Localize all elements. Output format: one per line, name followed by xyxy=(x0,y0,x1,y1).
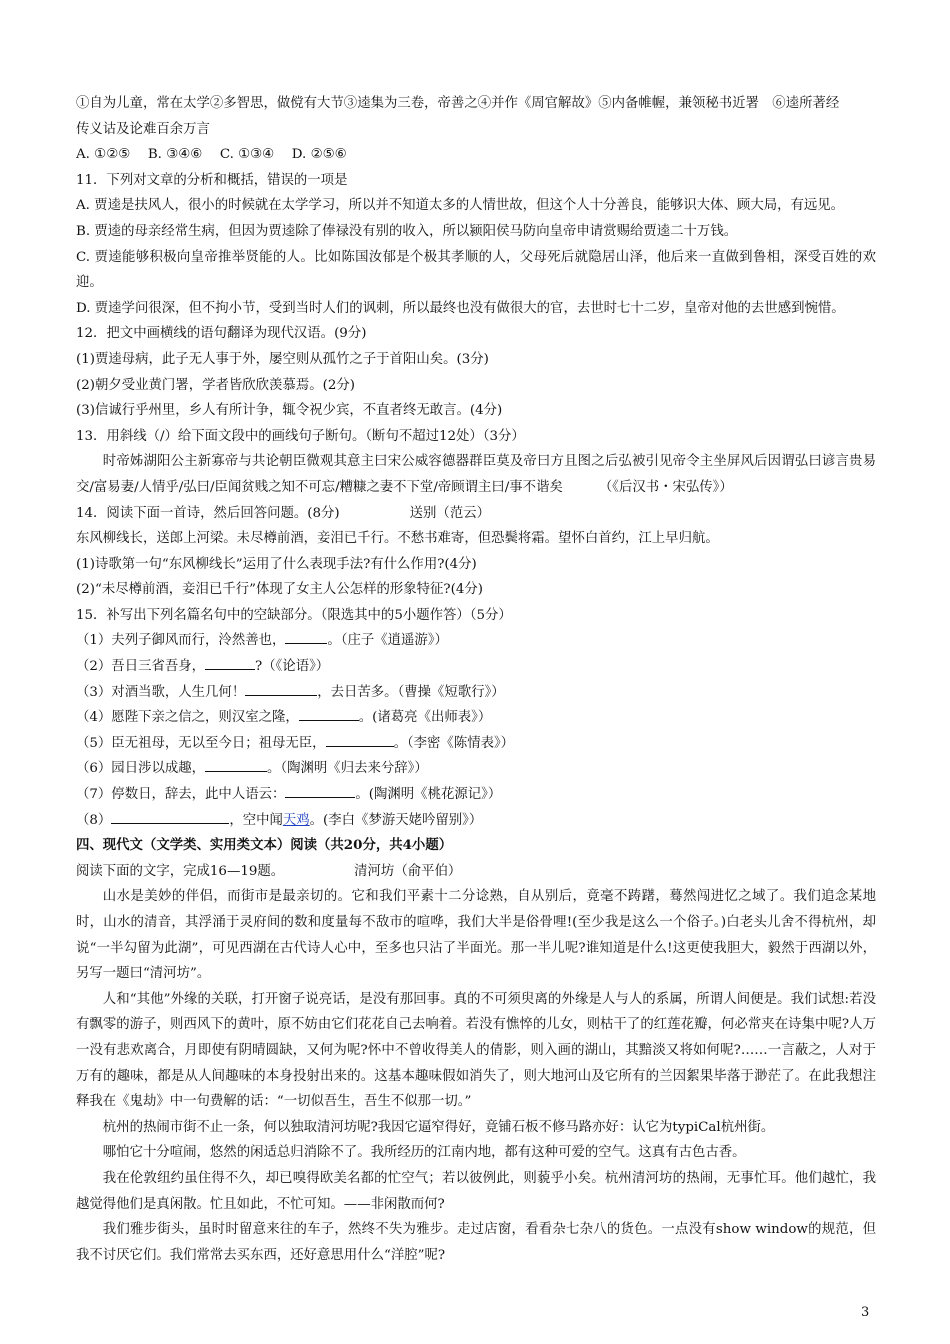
answer-blank xyxy=(285,628,327,644)
q13-text: 时帝姊湖阳公主新寡帝与共论朝臣微观其意主曰宋公威容德器群臣莫及帝曰方且图之后弘被引见帝令主坐屏风后因谓弘曰谚言贵易交/富易妻/人情乎/弘曰/臣闻贫贱之知不可忘/糟糠之妻不下堂/帝顾谓主曰/事不谐矣 xyxy=(76,454,876,495)
q15-item: （3）对酒当歌，人生几何！ ，去日苦多。（曹操《短歌行》） xyxy=(76,680,876,706)
q15-item: （4）愿陛下亲之信之，则汉室之隆， 。(诸葛亮《出师表》） xyxy=(76,705,876,731)
answer-blank xyxy=(299,705,359,721)
tianji-link[interactable]: 天鸡 xyxy=(282,812,310,828)
article-paragraph: 杭州的热闹市街不止一条，何以独取清河坊呢?我因它逼窄得好，竟铺石板不修马路亦好：认它为typiCal杭州街。 xyxy=(102,1119,775,1135)
answer-blank xyxy=(111,808,229,824)
q13-source: （《后汉书・宋弘传》） xyxy=(598,479,733,495)
poem-text: 东风柳线长，送郎上河梁。未尽樽前酒，妾泪已千行。不愁书难寄，但恐鬓将霜。望怀白首约，江上早归航。 xyxy=(76,531,719,547)
q14-subquestion-2: (2)“未尽樽前酒，妾泪已千行”体现了女主人公怎样的形象特征?(4分) xyxy=(76,582,483,598)
section-4-heading: 四、现代文（文学类、实用类文本）阅读（共20分，共4小题） xyxy=(76,837,453,854)
q11-option-d: D. 贾逵学问很深，但不拘小节，受到当时人们的讽刺，所以最终也没有做很大的官，去世时七十二岁，皇帝对他的去世感到惋惜。 xyxy=(76,300,845,316)
q12-sentence-1: (1)贾逵母病，此子无人事于外，屡空则从孤竹之子于首阳山矣。(3分) xyxy=(76,351,489,367)
q14-stem: 14．阅读下面一首诗，然后回答问题。(8分) xyxy=(76,505,340,521)
page-number: 3 xyxy=(861,1305,870,1320)
q10-options-line-1: ①自为儿童，常在太学②多智思，做傥有大节③逵集为三卷，帝善之④并作《周官解故》⑤内备帷幄，兼领秘书近署 ⑥逵所著经 xyxy=(76,96,840,111)
q11-option-b: B. 贾逵的母亲经常生病，但因为贾逵除了俸禄没有别的收入，所以颍阳侯马防向皇帝申请赏赐给贾逵二十万钱。 xyxy=(76,223,738,239)
q15-item: （1）夫列子御风而行，泠然善也， 。（庄子《逍遥游》） xyxy=(76,628,876,654)
q15-item: （5）臣无祖母，无以至今日；祖母无臣， 。（李密《陈情表》） xyxy=(76,731,876,757)
q14-header xyxy=(76,501,876,527)
q10-options-line-2: 传义诂及论难百余万言 xyxy=(76,121,210,137)
q11-option-a: A. 贾逵是扶风人，很小的时候就在太学学习，所以并不知道太多的人情世故，但这个人十分善良，能够识大体、顾大局，有远见。 xyxy=(76,198,845,214)
article-paragraph: 我们雅步街头，虽时时留意来往的车子，然终不失为雅步。走过店窗，看看杂七杂八的货色。一点没有show window的规范，但我不讨厌它们。我们常常去买东西，还好意思用什么“洋腔”呢? xyxy=(76,1222,876,1263)
page-content xyxy=(76,91,876,1268)
q15-stem: 15．补写出下列名篇名句中的空缺部分。（限选其中的5小题作答）（5分） xyxy=(76,607,512,623)
section-4-intro: 阅读下面的文字，完成16—19题。 xyxy=(76,863,285,879)
article-paragraph: 我在伦敦纽约虽住得不久，却已嗅得欧美名都的忙空气；若以彼例此，则藐乎小矣。杭州清河坊的热闹，无事忙耳。他们越忙，我越觉得他们是真闲散。忙且如此，不忙可知。——非闲散而何? xyxy=(76,1170,876,1212)
answer-blank xyxy=(205,654,255,670)
q10-choices: A. ①②⑤ B. ③④⑥ C. ①③④ D. ②⑤⑥ xyxy=(76,147,347,163)
q15-item: （6）园日涉以成趣， 。（陶渊明《归去来兮辞》） xyxy=(76,756,876,782)
q13-stem: 13．用斜线（/）给下面文段中的画线句子断句。（断句不超过12处）（3分） xyxy=(76,428,525,444)
answer-blank xyxy=(205,756,267,772)
q15-item: （2）吾日三省吾身， ?（《论语》） xyxy=(76,654,876,680)
article-paragraph: 哪怕它十分喧闹，悠然的闲适总归消除不了。我所经历的江南内地，都有这种可爱的空气。这真有古色古香。 xyxy=(102,1145,746,1161)
q13-passage xyxy=(76,449,876,500)
q12-sentence-2: (2)朝夕受业黄门署，学者皆欣欣羡慕焉。(2分) xyxy=(76,377,355,393)
poem-title: 送别（范云） xyxy=(409,505,490,521)
q12-sentence-3: (3)信诚行乎州里，乡人有所计争，辄令祝少宾，不直者终无敢言。(4分) xyxy=(76,403,503,419)
q15-item: （7）停数日，辞去，此中人语云： 。(陶渊明《桃花源记》） xyxy=(76,782,876,808)
q15-item: （8） ，空中闻天鸡。(李白《梦游天姥吟留别》） xyxy=(76,808,876,834)
q12-stem: 12．把文中画横线的语句翻译为现代汉语。(9分) xyxy=(76,326,367,342)
article-paragraph: 人和“其他”外缘的关联，打开窗子说亮话，是没有那回事。真的不可须臾离的外缘是人与人的系属，所谓人间便是。我们试想:若没有飘零的游子，则西风下的黄叶，原不妨由它们花花自己去响着。若没有憔悴的儿女，则枯干了的红莲花瓣，何必常夹在诗集中呢?人万一没有悲欢离合，月即使有阴晴圆缺，又何为呢?怀中不曾收得美人的倩影，则入画的湖山，其黯淡又将如何呢?……一言蔽之，人对于万有的趣味，都是从人间趣味的本身投射出来的。这基本趣味假如消失了，则大地河山及它所有的兰因絮果毕落于渺茫了。在此我想注释我在《鬼劫》中一句费解的话：“一切似吾生，吾生不似那一切。” xyxy=(76,991,876,1110)
answer-blank xyxy=(285,782,355,798)
article-title: 清河坊（俞平伯） xyxy=(354,863,462,879)
section-4-intro-line xyxy=(76,859,876,885)
q11-stem: 11．下列对文章的分析和概括，错误的一项是 xyxy=(76,172,348,188)
answer-blank xyxy=(326,731,394,747)
answer-blank xyxy=(245,680,317,696)
article-paragraph: 山水是美妙的伴侣，而街市是最亲切的。它和我们平素十二分谂熟，自从别后，竟毫不踌躇，蓦然闯进忆之域了。我们追念某地时，山水的清音，其浮涌于灵府间的数和度量每不敌市的喧哗，我们大半是俗骨哩!(至少我是这么一个俗子。)白老头儿舍不得杭州，却说“一半勾留为此湖”，可见西湖在古代诗人心中，至多也只沾了半面光。那一半儿呢?谁知道是什么!这更使我胆大，毅然于西湖以外，另写一题曰“清河坊”。 xyxy=(76,889,876,982)
q11-option-c: C. 贾逵能够积极向皇帝推举贤能的人。比如陈国汝郁是个极其孝顺的人，父母死后就隐居山泽，他后来一直做到鲁相，深受百姓的欢迎。 xyxy=(76,249,876,291)
q14-subquestion-1: (1)诗歌第一句“东风柳线长”运用了什么表现手法?有什么作用?(4分) xyxy=(76,556,477,572)
